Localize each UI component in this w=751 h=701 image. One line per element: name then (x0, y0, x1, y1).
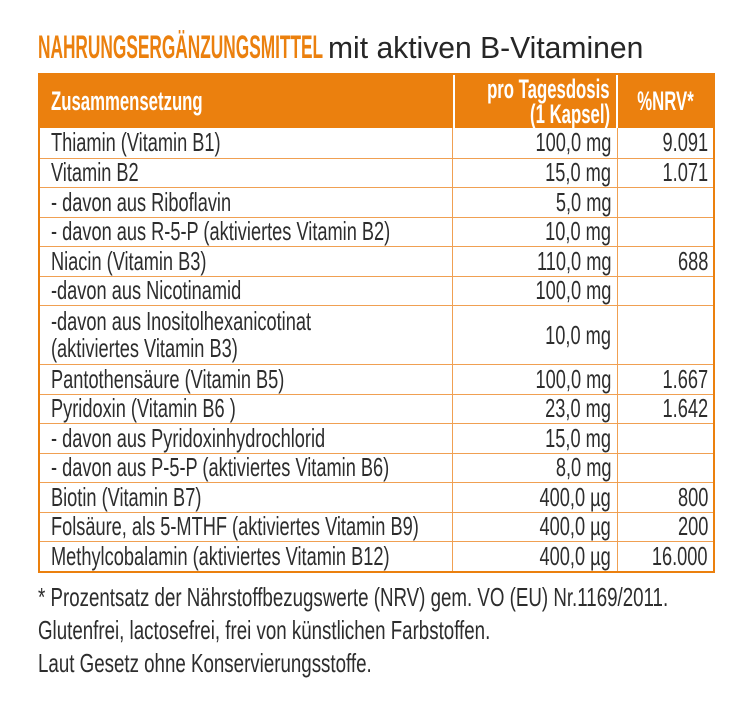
header-composition-label: Zusammensetzung (51, 86, 203, 116)
amount-value: 400,0 µg (539, 511, 611, 542)
ingredient-cell (40, 513, 453, 542)
title-suffix-text: mit aktiven B-Vitaminen (328, 30, 644, 65)
table-header-row (40, 75, 713, 128)
amount-cell (453, 513, 618, 542)
amount-value: 5,0 mg (555, 186, 611, 217)
ingredient-cell (40, 424, 453, 453)
nrv-value: 9.091 (662, 127, 708, 158)
amount-value: 400,0 µg (539, 481, 611, 512)
nrv-value: 1.071 (662, 157, 708, 188)
nrv-value: 200 (677, 511, 708, 542)
amount-value: 15,0 mg (545, 157, 611, 188)
table-row (40, 187, 713, 217)
amount-value: 8,0 mg (555, 452, 611, 483)
ingredient-name: -davon aus Nicotinamid (51, 275, 242, 306)
nrv-cell (618, 188, 713, 217)
amount-cell (453, 454, 618, 483)
amount-cell (453, 483, 618, 512)
nrv-cell (618, 306, 713, 364)
nrv-cell (618, 454, 713, 483)
amount-cell (453, 306, 618, 364)
table-row (40, 158, 713, 188)
nrv-value: 1.667 (662, 363, 708, 394)
ingredient-name: -davon aus Inositolhexanicotinat (aktiviertes Vitamin B3) (51, 306, 312, 363)
amount-cell (453, 365, 618, 394)
header-dose-line2: (1 Kapsel) (529, 98, 610, 129)
ingredient-name: Pantothensäure (Vitamin B5) (51, 363, 285, 394)
nrv-cell (618, 365, 713, 394)
nutrition-table (38, 73, 715, 573)
table-row (40, 394, 713, 424)
header-dose-cell (453, 75, 618, 128)
amount-cell (453, 128, 618, 158)
table-row (40, 305, 713, 364)
nrv-cell (618, 542, 713, 571)
footnote-allergens (38, 614, 738, 647)
table-row (40, 276, 713, 306)
ingredient-name: Pyridoxin (Vitamin B6 ) (51, 393, 236, 424)
ingredient-cell (40, 483, 453, 512)
ingredient-name: Biotin (Vitamin B7) (51, 481, 202, 512)
amount-value: 100,0 mg (535, 275, 611, 306)
table-row (40, 482, 713, 512)
nrv-value: 1.642 (662, 393, 708, 424)
header-nrv-label: %NRV* (637, 86, 694, 116)
amount-value: 110,0 mg (536, 245, 611, 276)
ingredient-name: - davon aus Riboflavin (51, 186, 232, 217)
footnote-text: * Prozentsatz der Nährstoffbezugswerte (NRV) gem. VO (EU) Nr.1169/2011. (38, 582, 669, 612)
amount-value: 100,0 mg (535, 127, 611, 158)
ingredient-name: - davon aus P-5-P (aktiviertes Vitamin B6) (51, 452, 390, 483)
footnote-preservatives (38, 647, 738, 680)
ingredient-cell (40, 454, 453, 483)
amount-cell (453, 188, 618, 217)
amount-cell (453, 159, 618, 188)
nrv-value: 800 (677, 481, 708, 512)
ingredient-cell (40, 365, 453, 394)
amount-cell (453, 542, 618, 571)
amount-value: 23,0 mg (545, 393, 611, 424)
ingredient-cell (40, 128, 453, 158)
table-row (40, 453, 713, 483)
ingredient-name: Thiamin (Vitamin B1) (51, 127, 221, 158)
nrv-cell (618, 159, 713, 188)
amount-value: 10,0 mg (545, 216, 611, 247)
page-title (38, 29, 738, 67)
table-row (40, 217, 713, 247)
footnote-text: Glutenfrei, lactosefrei, frei von künstlichen Farbstoffen. (38, 615, 491, 645)
amount-value: 400,0 µg (539, 540, 611, 571)
table-row (40, 128, 713, 158)
header-nrv-cell (618, 75, 713, 128)
ingredient-cell (40, 188, 453, 217)
title-brand-text: NAHRUNGSERGÄNZUNGSMITTEL (38, 29, 324, 65)
footnotes (38, 581, 738, 680)
table-row (40, 541, 713, 571)
ingredient-cell (40, 542, 453, 571)
table-row (40, 364, 713, 394)
nrv-cell (618, 218, 713, 247)
nrv-value: 16.000 (652, 540, 708, 571)
ingredient-name: Folsäure, als 5-MTHF (aktiviertes Vitamin B9) (51, 511, 419, 542)
ingredient-cell (40, 159, 453, 188)
amount-value: 10,0 mg (545, 319, 611, 350)
ingredient-name: Niacin (Vitamin B3) (51, 245, 207, 276)
header-composition-cell (40, 75, 453, 128)
amount-cell (453, 424, 618, 453)
nrv-cell (618, 277, 713, 306)
ingredient-name: Vitamin B2 (51, 157, 139, 188)
header-dose-line1: pro Tagesdosis (487, 73, 610, 104)
ingredient-cell (40, 277, 453, 306)
table-row (40, 423, 713, 453)
footnote-text: Laut Gesetz ohne Konservierungsstoffe. (38, 648, 372, 678)
nrv-cell (618, 395, 713, 424)
amount-value: 100,0 mg (535, 363, 611, 394)
nrv-cell (618, 513, 713, 542)
nrv-cell (618, 128, 713, 158)
ingredient-cell (40, 247, 453, 276)
ingredient-name: - davon aus Pyridoxinhydrochlorid (51, 422, 326, 453)
footnote-nrv-reference (38, 581, 738, 614)
amount-cell (453, 395, 618, 424)
ingredient-name: - davon aus R-5-P (aktiviertes Vitamin B2) (51, 216, 391, 247)
ingredient-cell (40, 306, 453, 364)
amount-value: 15,0 mg (545, 422, 611, 453)
amount-cell (453, 247, 618, 276)
table-row (40, 246, 713, 276)
nrv-cell (618, 483, 713, 512)
ingredient-cell (40, 395, 453, 424)
nrv-cell (618, 247, 713, 276)
amount-cell (453, 277, 618, 306)
amount-cell (453, 218, 618, 247)
nrv-value: 688 (677, 245, 708, 276)
table-row (40, 512, 713, 542)
ingredient-name: Methylcobalamin (aktiviertes Vitamin B12) (51, 540, 390, 571)
ingredient-cell (40, 218, 453, 247)
nrv-cell (618, 424, 713, 453)
